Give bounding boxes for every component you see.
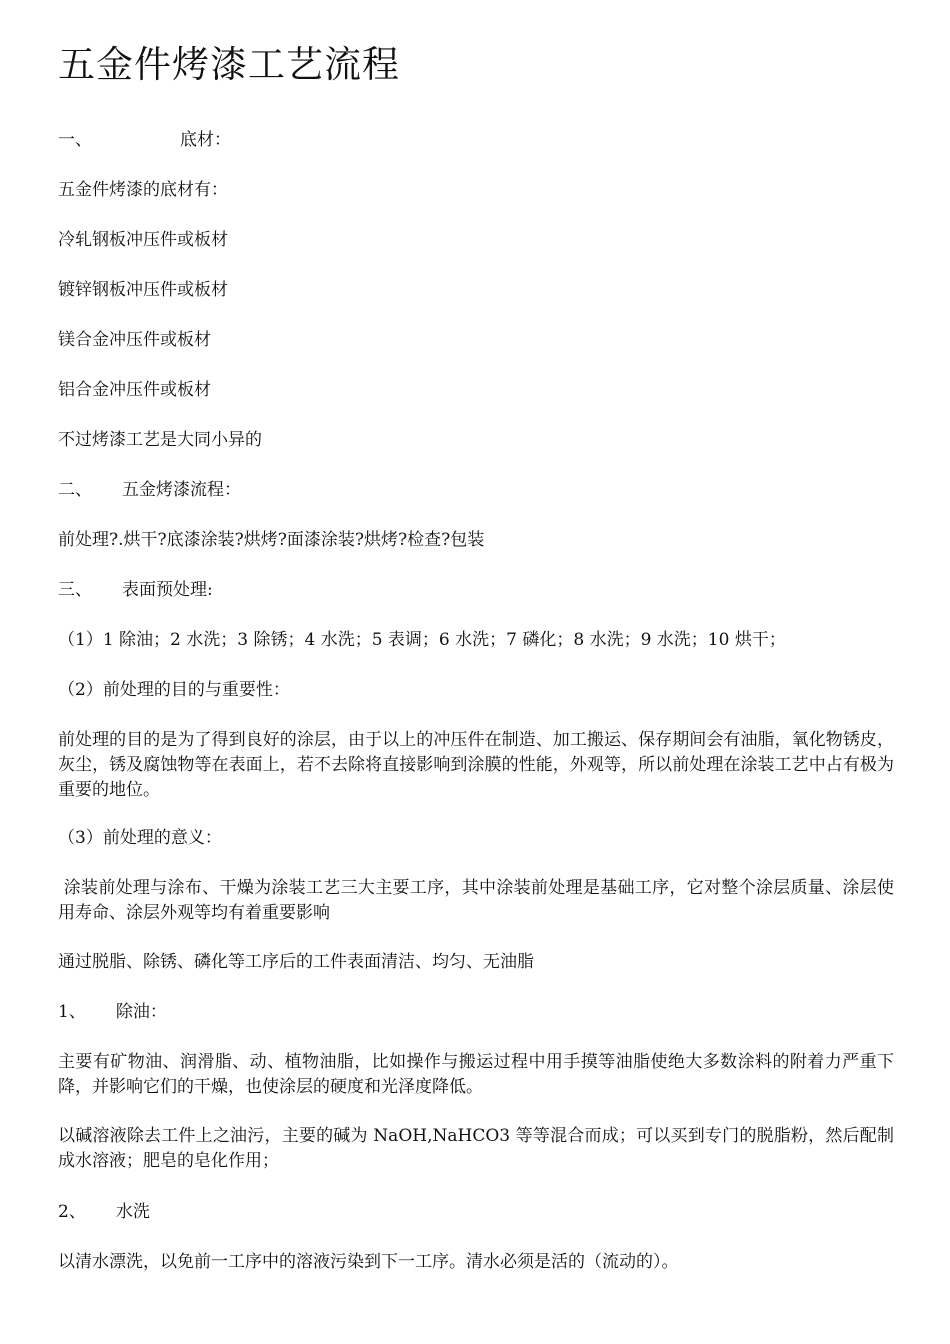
purpose-heading: （2）前处理的目的与重要性： bbox=[58, 680, 290, 700]
step-2-heading bbox=[58, 1200, 894, 1225]
meaning-paragraph-2: 通过脱脂、除锈、磷化等工序后的工件表面清洁、均匀、无油脂 bbox=[58, 952, 534, 972]
section-1-heading bbox=[58, 128, 894, 153]
section-3-heading bbox=[58, 578, 894, 603]
section-3-title: 表面预处理: bbox=[122, 580, 213, 600]
section-1-title: 底材： bbox=[180, 130, 231, 150]
meaning-heading: （3）前处理的意义： bbox=[58, 828, 222, 848]
substrate-item: 冷轧钢板冲压件或板材 bbox=[58, 230, 228, 250]
pretreatment-steps: （1）1 除油；2 水洗；3 除锈；4 水洗；5 表调；6 水洗；7 磷化；8 水洗；9 水洗；10 烘干； bbox=[58, 630, 786, 650]
substrate-item: 镀锌钢板冲压件或板材 bbox=[58, 280, 228, 300]
section-3-number: 三、 bbox=[58, 580, 92, 600]
step-2-number: 2、 bbox=[58, 1202, 86, 1222]
step-1-paragraph-1: 主要有矿物油、润滑脂、动、植物油脂，比如操作与搬运过程中用手摸等油脂使绝大多数涂料的附着力严重下降，并影响它们的干燥，也使涂层的硬度和光泽度降低。 bbox=[58, 1052, 894, 1097]
step-1-paragraph-2: 以碱溶液除去工件上之油污，主要的碱为 NaOH,NaHCO3 等等混合而成；可以买到专门的脱脂粉，然后配制成水溶液；肥皂的皂化作用； bbox=[58, 1126, 894, 1171]
step-2-title: 水洗 bbox=[115, 1202, 150, 1222]
section-2-number: 二、 bbox=[58, 480, 92, 500]
process-flow: 前处理?.烘干?底漆涂装?烘烤?面漆涂装?烘烤?检查?包装 bbox=[58, 530, 485, 550]
step-1-number: 1、 bbox=[58, 1002, 86, 1022]
document-title: 五金件烤漆工艺流程 bbox=[58, 43, 400, 86]
step-2-paragraph: 以清水漂洗，以免前一工序中的溶液污染到下一工序。清水必须是活的（流动的）。 bbox=[58, 1252, 679, 1272]
substrate-note: 不过烤漆工艺是大同小异的 bbox=[58, 430, 262, 450]
step-1-title: 除油： bbox=[115, 1002, 167, 1022]
substrate-item: 铝合金冲压件或板材 bbox=[58, 380, 211, 400]
substrate-intro: 五金件烤漆的底材有： bbox=[58, 180, 228, 200]
section-1-number: 一、 bbox=[58, 130, 92, 150]
section-2-heading bbox=[58, 478, 894, 503]
purpose-paragraph: 前处理的目的是为了得到良好的涂层，由于以上的冲压件在制造、加工搬运、保存期间会有油脂，氧化物锈皮，灰尘，锈及腐蚀物等在表面上，若不去除将直接影响到涂膜的性能，外观等，所以前处理在涂装工艺中占有极为重要的地位。 bbox=[58, 730, 894, 800]
step-1-heading bbox=[58, 1000, 894, 1025]
substrate-item: 镁合金冲压件或板材 bbox=[58, 330, 211, 350]
meaning-paragraph: 涂装前处理与涂布、干燥为涂装工艺三大主要工序，其中涂装前处理是基础工序，它对整个涂层质量、涂层使用寿命、涂层外观等均有着重要影响 bbox=[58, 878, 895, 923]
section-2-title: 五金烤漆流程： bbox=[122, 480, 241, 500]
